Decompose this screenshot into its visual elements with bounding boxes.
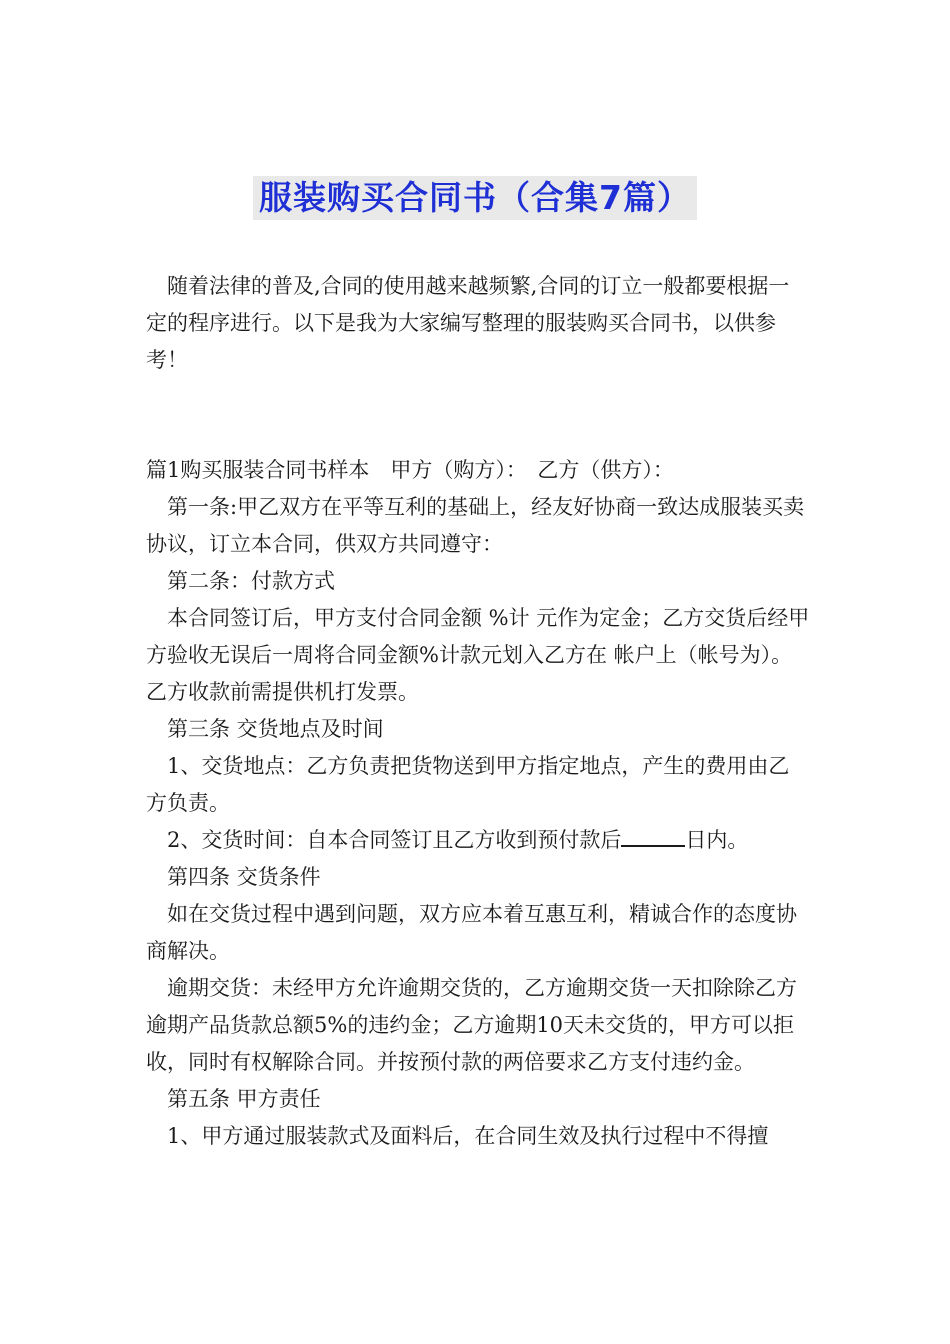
article-5-heading: 第五条 甲方责任 [167, 1087, 321, 1111]
article-3-item-2-text: 2、交货时间：自本合同签订且乙方收到预付款后 [167, 828, 622, 852]
article-4-late-delivery: 逾期交货：未经甲方允许逾期交货的，乙方逾期交货一天扣除除乙方逾期产品货款总额5%的违约金；乙方逾期10天未交货的，甲方可以拒收，同时有权解除合同。并按预付款的两倍要求乙方支付违约金。 [146, 976, 797, 1074]
article-1: 第一条:甲乙双方在平等互利的基础上，经友好协商一致达成服装买卖协议，订立本合同，供双方共同遵守： [146, 495, 805, 556]
article-5-item-1: 1、甲方通过服装款式及面料后，在合同生效及执行过程中不得擅 [167, 1124, 769, 1148]
article-3-item-2-suffix: 日内。 [685, 828, 749, 852]
article-3-item-1: 1、交货地点：乙方负责把货物送到甲方指定地点，产生的费用由乙方负责。 [146, 754, 790, 815]
intro-paragraph: 随着法律的普及,合同的使用越来越频繁,合同的订立一般都要根据一定的程序进行。以下是我为大家编写整理的服装购买合同书，以供参考！ [146, 274, 790, 372]
title-block [0, 176, 950, 220]
contract-body [146, 452, 810, 1155]
intro-section [146, 268, 810, 379]
document-title: 服装购买合同书（合集7篇） [253, 176, 697, 220]
article-4-heading: 第四条 交货条件 [167, 865, 321, 889]
section-heading-1: 篇1购买服装合同书样本 甲方（购方）： 乙方（供方）： [146, 458, 674, 482]
article-3-item-2 [146, 822, 810, 859]
article-2-heading: 第二条：付款方式 [167, 569, 335, 593]
article-4-body: 如在交货过程中遇到问题，双方应本着互惠互利，精诚合作的态度协商解决。 [146, 902, 797, 963]
article-3-heading: 第三条 交货地点及时间 [167, 717, 384, 741]
article-2-body: 本合同签订后，甲方支付合同金额 %计 元作为定金；乙方交货后经甲方验收无误后一周将合同金额%计款元划入乙方在 帐户上（帐号为）。乙方收款前需提供机打发票。 [146, 606, 810, 704]
fill-in-blank [621, 827, 685, 847]
